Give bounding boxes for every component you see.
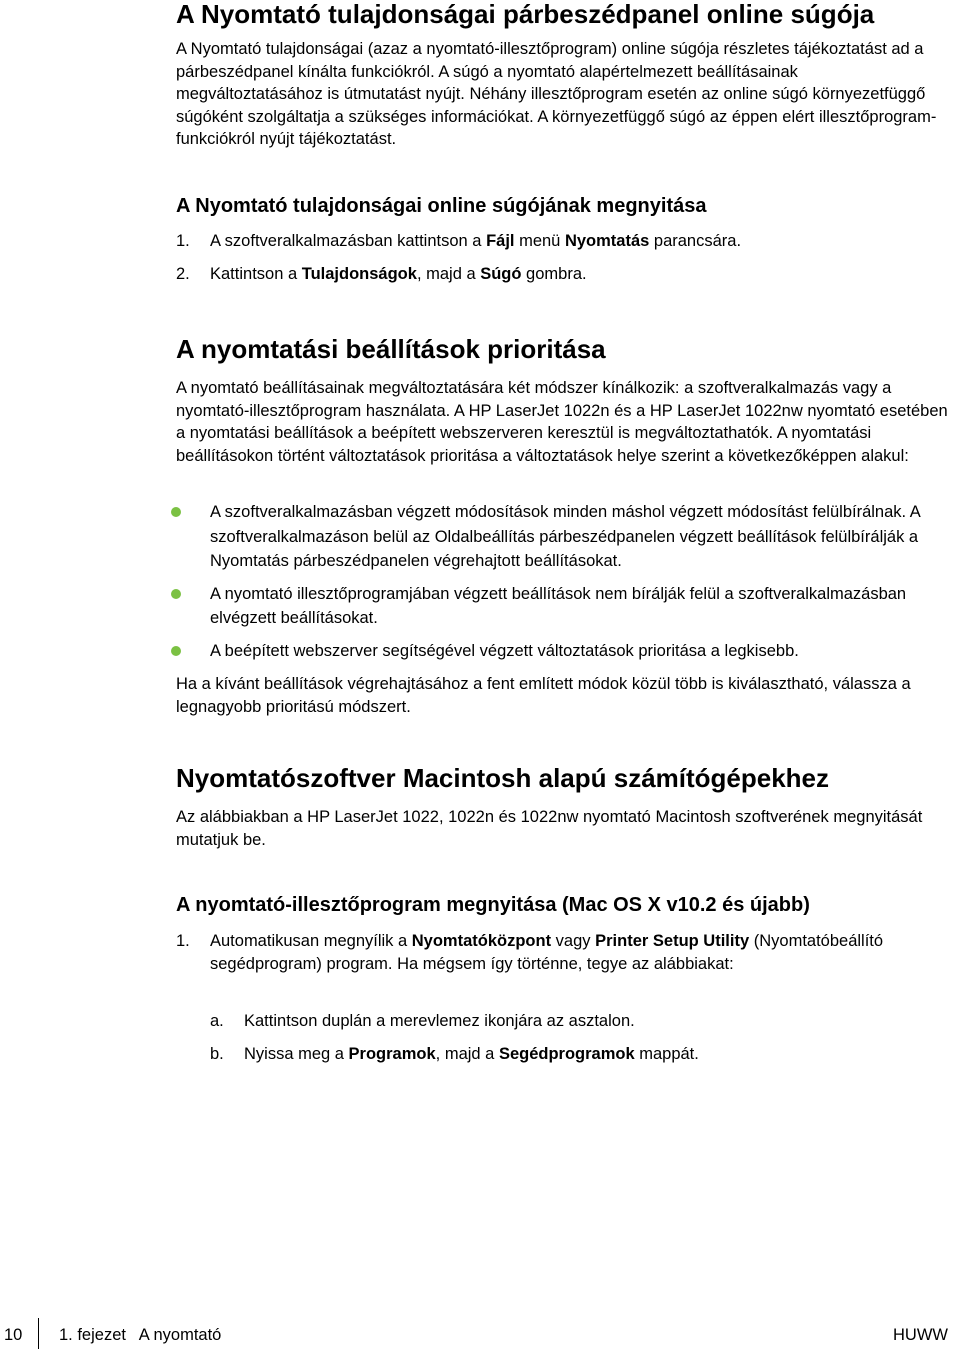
chapter-label: 1. fejezet A nyomtató (59, 1326, 222, 1344)
list-item: 1. A szoftveralkalmazásban kattintson a Fájl menü Nyomtatás parancsára. (176, 232, 742, 250)
list-item: A beépített webszerver segítségével végzett változtatások prioritása a legkisebb. (176, 639, 944, 664)
macintosh-paragraph: Az alábbiakban a HP LaserJet 1022, 1022n és 1022nw nyomtató Macintosh szoftverének megnyitását mutatjuk be. (176, 808, 923, 849)
list-item: a. Kattintson duplán a merevlemez ikonjára az asztalon. (210, 1012, 635, 1030)
substeps-list (210, 1010, 910, 1065)
footer-divider (38, 1318, 39, 1349)
heading: A Nyomtató tulajdonságai párbeszédpanel online súgója (176, 0, 875, 29)
bullet-icon (171, 646, 181, 656)
section-title-priority: A nyomtatási beállítások prioritása (176, 334, 606, 364)
section-title-macintosh: Nyomtatószoftver Macintosh alapú számítógépekhez (176, 763, 830, 793)
priority-paragraph: A nyomtató beállításainak megváltoztatására két módszer kínálkozik: a szoftveralkalmazás vagy a nyomtató-illesztőprogram használata. A HP LaserJet 1022n és a HP LaserJet 1022nw nyomtató esetében a nyomtatási beállítások a beépített webszerveren keresztül is megváltoztathatók. A nyomtatási beállításokon történt változtatások prioritása a változtatások helye szerint a következőképpen alakul: (176, 379, 948, 465)
bullet-icon (171, 507, 181, 517)
priority-bullet-list (176, 500, 944, 663)
list-item: b. Nyissa meg a Programok, majd a Segédprogramok mappát. (210, 1044, 699, 1063)
list-item: A nyomtató illesztőprogramjában végzett beállítások nem bírálják felül a szoftveralkalmazásban elvégzett beállításokat. (176, 582, 944, 631)
bullet-icon (171, 589, 181, 599)
subsection-title-open-driver: A nyomtató-illesztőprogram megnyitása (Mac OS X v10.2 és újabb) (176, 894, 810, 916)
language-code: HUWW (893, 1326, 948, 1344)
steps-list-open-help (176, 230, 944, 285)
priority-closing-paragraph: Ha a kívánt beállítások végrehajtásához a fent említett módok közül több is kiválasztható, válassza a legnagyobb prioritású módszert. (176, 675, 911, 716)
list-item: 2. Kattintson a Tulajdonságok, majd a Súgó gombra. (176, 264, 587, 283)
list-item: A szoftveralkalmazásban végzett módosítások minden máshol végzett módosítást felülbírálnak. A szoftveralkalmazáson belül az Oldalbeállítás párbeszédpanelen végzett beállítások felülbírálják a Nyomtatás párbeszédpanelen végrehajtott beállításokat. (176, 500, 944, 574)
steps-list-open-driver (176, 930, 896, 975)
list-item: 1. Automatikusan megnyílik a Nyomtatóközpont vagy Printer Setup Utility (Nyomtatóbeállító segédprogram) program. Ha mégsem így történne, tegye az alábbiakat: (176, 932, 884, 973)
page-number: 10 (4, 1326, 23, 1344)
subsection-title-open-help: A Nyomtató tulajdonságai online súgójának megnyitása (176, 195, 707, 217)
intro-paragraph: A Nyomtató tulajdonságai (azaz a nyomtató-illesztőprogram) online súgója részletes tájékoztatást ad a párbeszédpanel kínálta funkciókról. A súgó a nyomtató alapértelmezett beállításainak megváltoztatásához is útmutatást nyújt. Néhány illesztőprogram esetén az online súgó környezetfüggő súgóként szolgáltatja a szükséges információkat. A környezetfüggő súgó az éppen elért illesztőprogram-funkciókról nyújt tájékoztatást. (176, 40, 937, 148)
